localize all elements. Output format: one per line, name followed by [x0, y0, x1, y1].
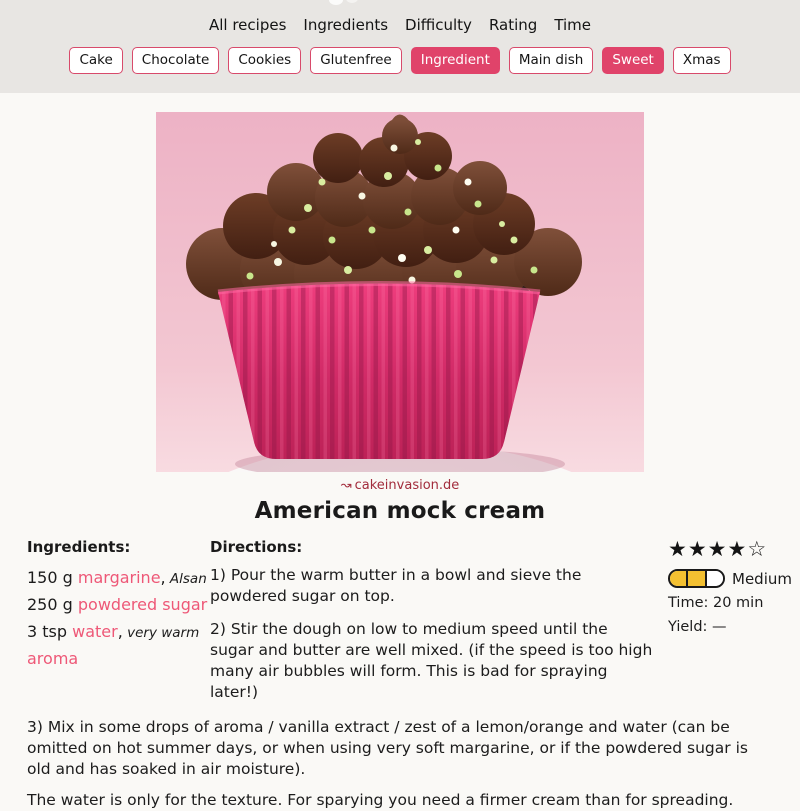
- ingredient-link[interactable]: aroma: [27, 649, 79, 668]
- difficulty-indicator: [668, 569, 790, 588]
- nav-difficulty[interactable]: Difficulty: [405, 16, 472, 34]
- difficulty-pill-icon: [668, 569, 725, 588]
- cupcake-image: [156, 112, 644, 472]
- ingredient-row: [27, 646, 210, 671]
- ingredient-row: [27, 619, 210, 646]
- header: [0, 0, 800, 93]
- filter-xmas[interactable]: Xmas: [673, 47, 731, 74]
- filter-bar: [0, 47, 800, 74]
- direction-step-1: 1) Pour the warm butter in a bowl and sieve the powdered sugar on top.: [210, 566, 582, 605]
- ingredient-row: [27, 565, 210, 592]
- ingredients-column: [27, 538, 210, 671]
- recipe-page: [0, 112, 800, 811]
- star-empty: ☆: [747, 537, 768, 561]
- difficulty-segment: [670, 571, 688, 586]
- difficulty-label: Medium: [732, 569, 792, 588]
- yield-label: Yield: —: [668, 619, 727, 635]
- direction-step-2: 2) Stir the dough on low to medium speed until the sugar and butter are well mixed. (if the speed is too high many air bubbles will form. This is bad for spraying later!): [210, 620, 653, 701]
- nav-all-recipes[interactable]: All recipes: [208, 16, 287, 34]
- recipe-photo: [156, 112, 644, 472]
- ingredient-link[interactable]: water: [72, 622, 118, 641]
- directions-heading: Directions:: [210, 538, 303, 556]
- ingredient-note: very warm: [122, 625, 200, 641]
- filter-main-dish[interactable]: Main dish: [509, 47, 593, 74]
- site-link: cakeinvasion.de: [354, 478, 460, 493]
- nav-time[interactable]: Time: [554, 16, 592, 34]
- time-label: Time: 20 min: [668, 595, 764, 611]
- filter-chocolate[interactable]: Chocolate: [132, 47, 220, 74]
- ingredient-link[interactable]: powdered sugar: [77, 595, 208, 614]
- filter-ingredient[interactable]: Ingredient: [411, 47, 500, 74]
- filter-glutenfree[interactable]: Glutenfree: [310, 47, 402, 74]
- ingredient-sep: ,: [160, 568, 166, 587]
- ingredient-sep: ,: [117, 622, 123, 641]
- meta-column: [668, 538, 790, 636]
- main-nav: [0, 0, 800, 34]
- filter-cookies[interactable]: Cookies: [228, 47, 301, 74]
- rating-stars: [668, 538, 790, 560]
- nav-ingredients[interactable]: Ingredients: [303, 16, 389, 34]
- ingredient-note: Alsan: [165, 571, 207, 587]
- ingredient-amount: 150 g: [27, 568, 78, 587]
- difficulty-segment: [688, 571, 706, 586]
- ingredient-amount: 3 tsp: [27, 622, 73, 641]
- directions-continued: [0, 715, 800, 811]
- stars-filled: ★★★★: [668, 537, 748, 561]
- page-title: American mock cream: [254, 498, 546, 524]
- ingredient-link[interactable]: margarine: [77, 568, 161, 587]
- directions-column: [210, 538, 655, 715]
- difficulty-segment: [707, 571, 723, 586]
- photo-caption[interactable]: [0, 479, 800, 493]
- ingredients-heading: Ingredients:: [27, 538, 131, 556]
- wave-arrow-icon: ↝: [340, 478, 352, 493]
- nav-rating[interactable]: Rating: [488, 16, 538, 34]
- recipe-body: [0, 523, 800, 715]
- ingredient-row: [27, 592, 210, 619]
- filter-sweet[interactable]: Sweet: [602, 47, 664, 74]
- ingredient-amount: 250 g: [27, 595, 78, 614]
- direction-note: The water is only for the texture. For sparying you need a firmer cream than for spreading.: [27, 791, 734, 809]
- filter-cake[interactable]: Cake: [69, 47, 122, 74]
- direction-step-3: 3) Mix in some drops of aroma / vanilla extract / zest of a lemon/orange and water (can be omitted on hot summer days, or when using very soft margarine, or if the powdered sugar is old and has soaked in air moisture).: [27, 718, 748, 778]
